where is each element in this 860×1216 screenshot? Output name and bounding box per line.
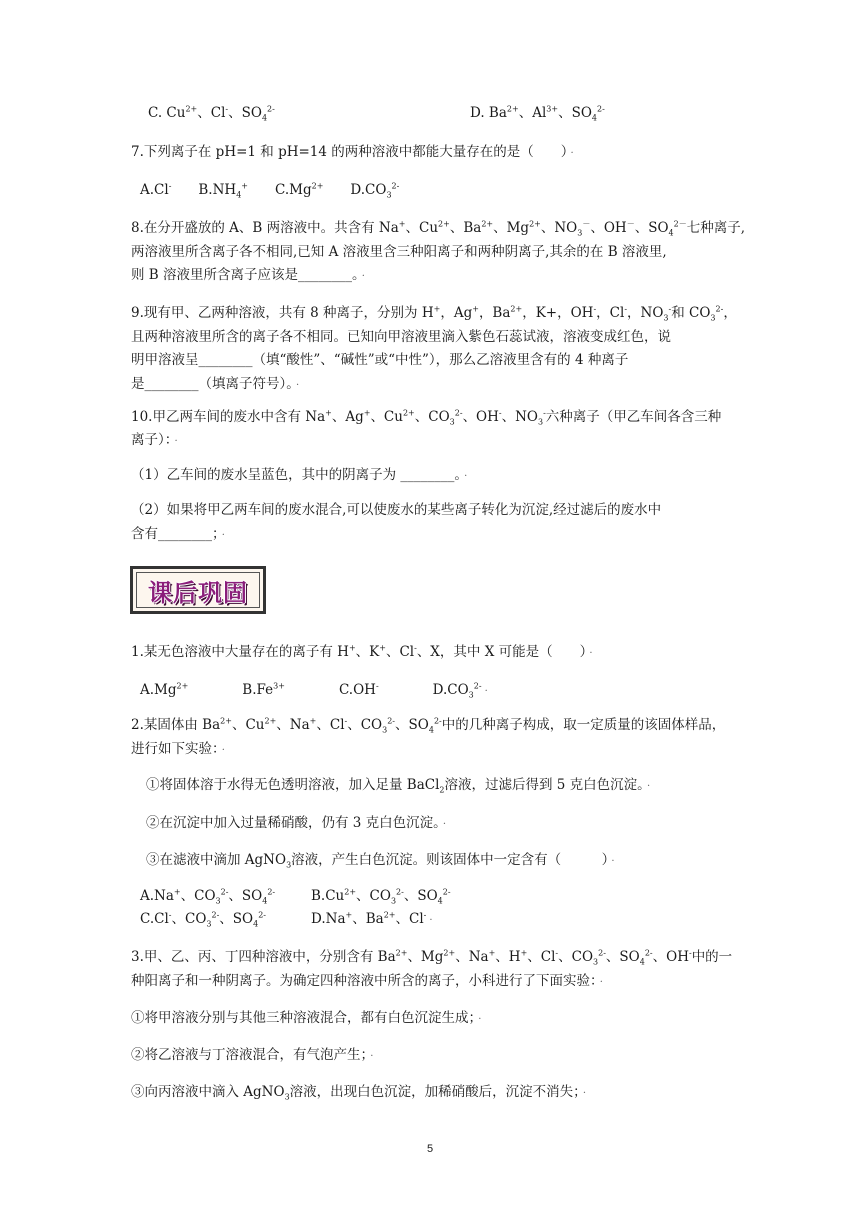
paragraph-mark: · bbox=[442, 819, 447, 830]
text-run: C.Cl bbox=[140, 911, 169, 927]
subscript: 4 bbox=[639, 957, 645, 967]
text-run: 、Cu bbox=[370, 409, 403, 425]
superscript: 2+ bbox=[264, 716, 277, 726]
text-run: 、OH bbox=[462, 409, 499, 425]
line-12 bbox=[131, 408, 721, 426]
text-run: B.Fe bbox=[188, 682, 274, 698]
superscript: 2- bbox=[211, 910, 220, 920]
text-run: ③在滤液中滴加 AgNO bbox=[146, 852, 287, 868]
superscript: + bbox=[379, 643, 386, 653]
section-banner-frame bbox=[136, 572, 260, 608]
text-run: 离子）： bbox=[131, 432, 172, 448]
paragraph-mark: · bbox=[484, 686, 488, 697]
line-31 bbox=[131, 1046, 373, 1066]
subscript: 3 bbox=[284, 1092, 290, 1102]
text-run: 、CO bbox=[347, 717, 383, 733]
text-run: 、Na bbox=[276, 717, 310, 733]
superscript: - bbox=[624, 304, 628, 314]
superscript: 2+ bbox=[443, 948, 456, 958]
superscript: 2+ bbox=[438, 219, 450, 229]
superscript: 2- bbox=[442, 887, 451, 897]
text-run: 8.在分开盛放的 A、B 两溶液中。共含有 Na bbox=[131, 220, 399, 236]
paragraph-mark: · bbox=[570, 148, 574, 159]
superscript: + bbox=[363, 408, 371, 418]
superscript: - bbox=[688, 948, 692, 958]
line-18 bbox=[140, 681, 488, 701]
superscript: 2+ bbox=[311, 181, 324, 191]
text-run: 、Mg bbox=[493, 220, 530, 236]
superscript: 2- bbox=[391, 181, 400, 191]
text-run: 是________（填离子符号）。 bbox=[131, 376, 293, 392]
superscript: - bbox=[344, 716, 348, 726]
text-run: 、CO bbox=[558, 949, 594, 965]
subscript: 3 bbox=[386, 190, 392, 200]
line-25 bbox=[311, 887, 451, 905]
text-run: 明甲溶液呈________（填“酸性”、“碱性”或“中性”），那么乙溶液里含有的 4 种离子 bbox=[131, 352, 629, 368]
text-run: D.Na bbox=[311, 911, 346, 927]
text-run: 六种离子（甲乙车间各含三种 bbox=[545, 409, 722, 425]
text-run: 、Mg bbox=[407, 949, 444, 965]
superscript: 2- bbox=[597, 104, 605, 114]
superscript: 2- bbox=[258, 910, 267, 920]
subscript: 4 bbox=[437, 896, 443, 906]
superscript: 2- bbox=[644, 948, 653, 958]
text-run: ①将甲溶液分别与其他三种溶液混合，都有白色沉淀生成； bbox=[131, 1010, 476, 1026]
line-1 bbox=[148, 104, 275, 122]
subscript: 4 bbox=[262, 896, 268, 906]
text-run: 、Cu bbox=[405, 220, 439, 236]
text-run: 、OH bbox=[652, 949, 689, 965]
text-run: 则 B 溶液里所含离子应该是________。 bbox=[131, 267, 359, 283]
paragraph-mark: · bbox=[429, 915, 433, 926]
subscript: 3 bbox=[593, 957, 599, 967]
line-6 bbox=[131, 243, 667, 261]
superscript: + bbox=[241, 181, 248, 191]
line-9 bbox=[131, 328, 671, 346]
subscript: 4 bbox=[253, 919, 259, 929]
line-32 bbox=[131, 1083, 586, 1103]
text-run: 、SO bbox=[403, 888, 438, 904]
text-run: C.OH bbox=[284, 682, 376, 698]
line-3 bbox=[131, 143, 574, 163]
superscript: + bbox=[345, 910, 353, 920]
text-run: B.NH bbox=[171, 182, 237, 198]
line-23 bbox=[146, 851, 615, 871]
superscript: 2+ bbox=[395, 948, 408, 958]
text-run: ，Ag bbox=[440, 305, 473, 321]
text-run: 、CO bbox=[180, 888, 216, 904]
superscript: - bbox=[414, 643, 417, 653]
superscript: 2- bbox=[267, 887, 276, 897]
line-13 bbox=[131, 431, 178, 451]
text-run: ，NO bbox=[627, 305, 664, 321]
line-7 bbox=[131, 266, 365, 286]
text-run: 中的几种离子构成，取一定质量的该固体样品， bbox=[441, 717, 726, 733]
text-run: 、CO bbox=[171, 911, 207, 927]
superscript: 2- bbox=[454, 408, 463, 418]
section-banner-title: 课后巩固 bbox=[148, 578, 248, 607]
superscript: 2+ bbox=[506, 104, 519, 114]
superscript: － bbox=[582, 219, 591, 229]
text-run: ②在沉淀中加入过量稀硝酸，仍有 3 克白色沉淀。 bbox=[146, 815, 440, 831]
paragraph-mark: · bbox=[589, 648, 593, 659]
text-run: 、Cl bbox=[395, 911, 424, 927]
paragraph-mark: · bbox=[599, 977, 603, 988]
superscript: + bbox=[433, 304, 441, 314]
text-run: 、Cl bbox=[316, 717, 345, 733]
text-run: 且两种溶液里所含的离子各不相同。已知向甲溶液里滴入紫色石蕊试液，溶液变成红色，说 bbox=[131, 329, 671, 345]
superscript: － bbox=[626, 219, 635, 229]
text-run: D.CO bbox=[378, 682, 469, 698]
text-run: 2.某固体由 Ba bbox=[131, 717, 221, 733]
superscript: 2+ bbox=[176, 681, 189, 691]
text-run: ①将固体溶于水得无色透明溶液，加入足量 BaCl bbox=[146, 777, 440, 793]
superscript: 2+ bbox=[481, 219, 494, 229]
text-run: ③向丙溶液中滴入 AgNO bbox=[131, 1084, 285, 1100]
text-run: ②将乙溶液与丁溶液混合，有气泡产生； bbox=[131, 1047, 368, 1063]
subscript: 3 bbox=[663, 313, 669, 323]
text-run: 10.甲乙两车间的废水中含有 Na bbox=[131, 409, 326, 425]
line-22 bbox=[146, 814, 446, 834]
line-16 bbox=[131, 525, 225, 545]
text-run: 、NO bbox=[540, 220, 578, 236]
text-run: 溶液，过滤后得到 5 克白色沉淀。 bbox=[444, 777, 644, 793]
superscript: - bbox=[498, 408, 502, 418]
subscript: 3 bbox=[449, 417, 455, 427]
paragraph-mark: · bbox=[296, 380, 300, 391]
superscript: 2+ bbox=[510, 304, 523, 314]
text-run: 、SO bbox=[634, 220, 669, 236]
text-run: 1.某无色溶液中大量存在的离子有 H bbox=[131, 644, 349, 660]
text-run: 种阳离子和一种阴离子。为确定四种溶液中所含的离子，小科进行了下面实验： bbox=[131, 973, 597, 989]
text-run: 、Ba bbox=[352, 911, 384, 927]
line-21 bbox=[146, 776, 650, 796]
line-26 bbox=[140, 910, 266, 928]
superscript: + bbox=[348, 643, 356, 653]
paragraph-mark: · bbox=[361, 271, 365, 282]
superscript: - bbox=[593, 304, 597, 314]
page-number: 5 bbox=[426, 1143, 434, 1155]
line-29 bbox=[131, 972, 603, 992]
subscript: 3 bbox=[468, 690, 474, 700]
subscript: 2 bbox=[439, 785, 445, 795]
line-8 bbox=[131, 304, 737, 322]
superscript: 2- bbox=[396, 887, 404, 897]
paragraph-mark: · bbox=[646, 781, 651, 792]
superscript: - bbox=[668, 304, 672, 314]
text-run: 、Al bbox=[518, 105, 547, 121]
text-run: 含有________； bbox=[131, 526, 219, 542]
text-run: 、CO bbox=[356, 888, 391, 904]
superscript: + bbox=[398, 219, 406, 229]
superscript: - bbox=[543, 408, 546, 418]
paragraph-mark: · bbox=[464, 471, 468, 482]
superscript: 2- bbox=[598, 948, 606, 958]
superscript: 2+ bbox=[344, 887, 357, 897]
text-run: 、Ba bbox=[449, 220, 482, 236]
subscript: 3 bbox=[286, 860, 292, 870]
text-run: 溶液，产生白色沉淀。则该固体中一定含有（ ） bbox=[291, 852, 609, 868]
subscript: 3 bbox=[382, 725, 388, 735]
text-run: ， bbox=[723, 305, 737, 321]
text-run: 、SO bbox=[219, 911, 254, 927]
paragraph-mark: · bbox=[221, 530, 225, 541]
subscript: 4 bbox=[668, 228, 674, 238]
subscript: 4 bbox=[261, 113, 268, 123]
section-banner bbox=[130, 566, 266, 614]
paragraph-mark: · bbox=[174, 436, 178, 447]
text-run: 、X，其中 X 可能是（ ） bbox=[416, 644, 587, 660]
text-run: 进行如下实验： bbox=[131, 741, 219, 757]
superscript: + bbox=[472, 304, 479, 314]
superscript: 2+ bbox=[185, 104, 198, 114]
line-20 bbox=[131, 740, 225, 760]
text-run: 、SO bbox=[228, 888, 263, 904]
text-run: 、NO bbox=[501, 409, 538, 425]
text-run: 两溶液里所含离子各不相同,已知 A 溶液里含三种阳离子和两种阴离子,其余的在 B 溶液里, bbox=[131, 244, 667, 260]
subscript: 3 bbox=[577, 228, 583, 238]
text-run: 7.下列离子在 pH=1 和 pH=14 的两种溶液中都能大量存在的是（ ） bbox=[131, 144, 568, 160]
text-run: （2）如果将甲乙两车间的废水混合,可以使废水的某些离子转化为沉淀,经过滤后的废水中 bbox=[131, 502, 662, 518]
superscript: 2+ bbox=[220, 716, 232, 726]
superscript: 2－ bbox=[673, 219, 687, 229]
subscript: 4 bbox=[591, 113, 597, 123]
text-run: A.Mg bbox=[140, 682, 177, 698]
line-24 bbox=[140, 887, 275, 905]
line-30 bbox=[131, 1009, 481, 1029]
superscript: - bbox=[225, 104, 229, 114]
text-run: A.Na bbox=[140, 888, 174, 904]
text-run: D. Ba bbox=[470, 105, 507, 121]
paragraph-mark: · bbox=[478, 1014, 482, 1025]
text-run: 、H bbox=[495, 949, 521, 965]
line-28 bbox=[131, 948, 732, 966]
subscript: 4 bbox=[236, 190, 242, 200]
line-19 bbox=[131, 716, 725, 734]
line-2 bbox=[470, 104, 605, 122]
superscript: + bbox=[520, 948, 528, 958]
text-run: 、CO bbox=[414, 409, 450, 425]
text-run: D.CO bbox=[323, 182, 387, 198]
text-run: 、SO bbox=[395, 717, 429, 733]
text-run: ，Ba bbox=[478, 305, 511, 321]
line-11 bbox=[131, 375, 299, 395]
subscript: 3 bbox=[215, 896, 221, 906]
superscript: 3+ bbox=[546, 104, 559, 114]
subscript: 3 bbox=[390, 896, 397, 906]
text-run: 、Cl bbox=[385, 644, 415, 660]
line-14 bbox=[131, 466, 467, 486]
superscript: + bbox=[325, 408, 332, 418]
text-run: 、OH bbox=[590, 220, 627, 236]
text-run: 和 CO bbox=[671, 305, 711, 321]
paragraph-mark: · bbox=[221, 745, 225, 756]
text-run: 、Cl bbox=[197, 105, 226, 121]
superscript: 2+ bbox=[383, 910, 396, 920]
text-run: ，K+，OH bbox=[522, 305, 594, 321]
superscript: 2- bbox=[387, 716, 396, 726]
superscript: + bbox=[309, 716, 317, 726]
superscript: 2- bbox=[715, 304, 724, 314]
superscript: + bbox=[488, 948, 496, 958]
text-run: B.Cu bbox=[311, 888, 345, 904]
superscript: 2- bbox=[473, 681, 482, 691]
superscript: 3+ bbox=[273, 681, 285, 691]
line-27 bbox=[311, 910, 433, 930]
superscript: 2+ bbox=[402, 408, 415, 418]
superscript: - bbox=[168, 910, 172, 920]
superscript: - bbox=[423, 910, 427, 920]
text-run: 、Cu bbox=[231, 717, 265, 733]
subscript: 3 bbox=[206, 919, 212, 929]
subscript: 4 bbox=[428, 725, 434, 735]
text-run: 、Ag bbox=[331, 409, 364, 425]
subscript: 3 bbox=[710, 313, 716, 323]
superscript: 2+ bbox=[529, 219, 541, 229]
line-4 bbox=[140, 181, 399, 199]
line-5 bbox=[131, 219, 745, 237]
text-run: 、K bbox=[355, 644, 380, 660]
text-run: （1）乙车间的废水呈蓝色，其中的阴离子为 ________。 bbox=[131, 467, 462, 483]
text-run: ，Cl bbox=[596, 305, 625, 321]
superscript: 2- bbox=[433, 716, 442, 726]
superscript: - bbox=[555, 948, 559, 958]
text-run: 3.甲、乙、丙、丁四种溶液中，分别含有 Ba bbox=[131, 949, 396, 965]
text-run: A.Cl bbox=[140, 182, 169, 198]
text-run: 、Na bbox=[455, 949, 489, 965]
text-run: 、SO bbox=[558, 105, 592, 121]
paragraph-mark: · bbox=[370, 1051, 374, 1062]
text-run: 中的一 bbox=[691, 949, 733, 965]
superscript: - bbox=[375, 681, 379, 691]
text-run: 9.现有甲、乙两种溶液，共有 8 种离子，分别为 H bbox=[131, 305, 434, 321]
text-run: 溶液，出现白色沉淀，加稀硝酸后，沉淀不消失； bbox=[289, 1084, 580, 1100]
paragraph-mark: · bbox=[611, 856, 615, 867]
text-run: 、SO bbox=[228, 105, 262, 121]
text-run: 、SO bbox=[605, 949, 640, 965]
line-15 bbox=[131, 501, 661, 519]
text-run: 、Cl bbox=[527, 949, 556, 965]
superscript: 2- bbox=[267, 104, 275, 114]
subscript: 3 bbox=[538, 417, 544, 427]
superscript: + bbox=[173, 887, 181, 897]
text-run: C. Cu bbox=[148, 105, 186, 121]
text-run: C.Mg bbox=[248, 182, 312, 198]
superscript: - bbox=[168, 181, 172, 191]
line-17 bbox=[131, 643, 593, 663]
superscript: 2- bbox=[220, 887, 229, 897]
paragraph-mark: · bbox=[582, 1088, 587, 1099]
text-run: 七种离子, bbox=[686, 220, 746, 236]
line-10 bbox=[131, 351, 628, 369]
